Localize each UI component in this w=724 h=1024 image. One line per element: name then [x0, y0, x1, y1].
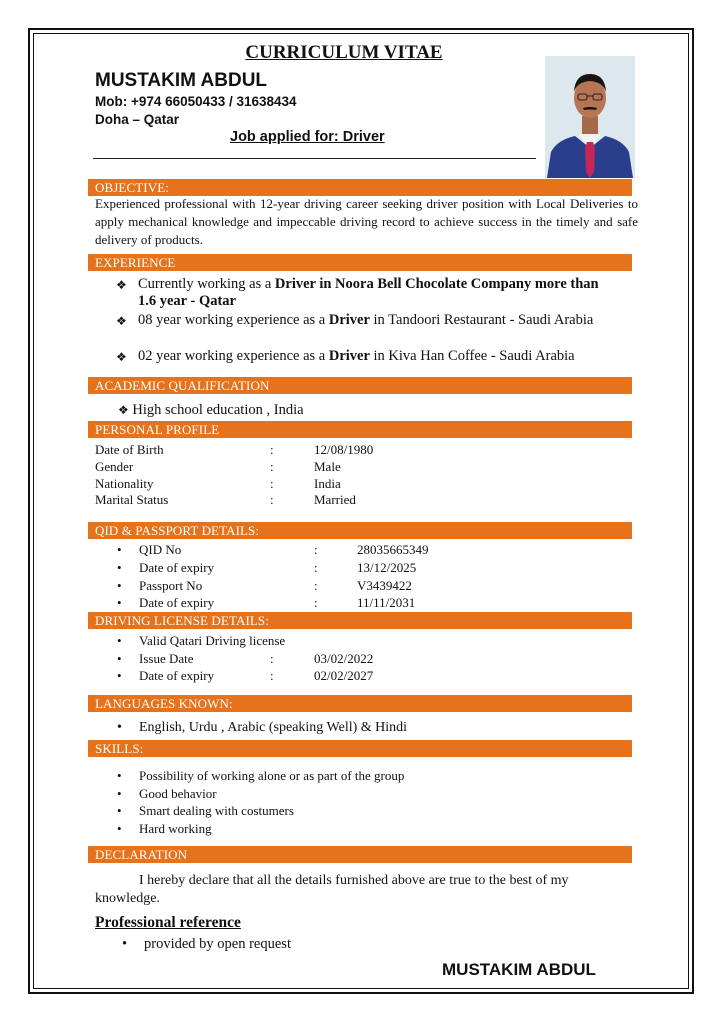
qid-sep: :: [314, 542, 318, 557]
qid-heading: QID & PASSPORT DETAILS:: [88, 522, 632, 539]
diamond-bullet-icon: ❖: [116, 350, 127, 364]
candidate-name: MUSTAKIM ABDUL: [95, 70, 268, 91]
header-divider: [93, 158, 536, 159]
personal-label: Gender: [95, 459, 134, 474]
experience-item: [116, 348, 636, 365]
academic-item: [118, 402, 304, 419]
license-line: • Valid Qatari Driving license: [139, 633, 285, 649]
skill-item: • Possibility of working alone or as part of the group: [139, 768, 404, 784]
declaration-text: I hereby declare that all the details furnished above are true to the best of my knowledge.: [95, 873, 569, 906]
experience-heading: EXPERIENCE: [88, 254, 632, 271]
personal-value: 12/08/1980: [314, 442, 374, 457]
personal-heading: PERSONAL PROFILE: [88, 421, 632, 438]
license-label: • Issue Date: [139, 651, 194, 667]
license-value: 03/02/2022: [314, 651, 374, 666]
license-value: 02/02/2027: [314, 668, 374, 683]
personal-label: Date of Birth: [95, 442, 164, 457]
cv-title: CURRICULUM VITAE: [245, 42, 443, 63]
experience-bold: Driver: [328, 312, 370, 328]
qid-label: • QID No: [139, 542, 181, 558]
declaration-heading: DECLARATION: [88, 846, 632, 863]
diamond-bullet-icon: ❖: [116, 278, 127, 292]
languages-text: • English, Urdu , Arabic (speaking Well) & Hindi: [139, 720, 407, 736]
qid-sep: :: [314, 595, 318, 610]
qid-label: • Passport No: [139, 578, 202, 594]
reference-heading: Professional reference: [95, 914, 241, 931]
qid-label: • Date of expiry: [139, 560, 214, 576]
experience-post: in Kiva Han Coffee - Saudi Arabia: [369, 348, 575, 364]
qid-label: • Date of expiry: [139, 595, 214, 611]
job-applied: Job applied for: Driver: [230, 129, 385, 145]
experience-pre: 02 year working experience as a: [138, 348, 329, 364]
qid-value: 13/12/2025: [357, 560, 417, 575]
personal-label: Marital Status: [95, 492, 169, 507]
experience-bold: Driver: [328, 348, 370, 364]
personal-sep: :: [270, 476, 274, 491]
skill-item: • Good behavior: [139, 786, 217, 802]
qid-sep: :: [314, 560, 318, 575]
academic-heading: ACADEMIC QUALIFICATION: [88, 377, 632, 394]
experience-item: [116, 276, 616, 310]
personal-label: Nationality: [95, 476, 154, 491]
license-sep: :: [270, 668, 274, 683]
academic-item-text: High school education , India: [132, 402, 304, 418]
qid-value: V3439422: [357, 578, 412, 593]
mobile-number: Mob: +974 66050433 / 31638434: [95, 94, 297, 109]
personal-sep: :: [270, 459, 274, 474]
license-heading: DRIVING LICENSE DETAILS:: [88, 612, 632, 629]
diamond-bullet-icon: ❖: [118, 403, 129, 417]
skill-item: • Smart dealing with costumers: [139, 803, 294, 819]
personal-value: Married: [314, 492, 356, 507]
license-sep: :: [270, 651, 274, 666]
experience-item: [116, 312, 616, 329]
qid-value: 11/11/2031: [357, 595, 416, 610]
experience-pre: 08 year working experience as a: [138, 312, 329, 328]
objective-heading: OBJECTIVE:: [88, 179, 632, 196]
personal-sep: :: [270, 492, 274, 507]
skill-item: • Hard working: [139, 821, 212, 837]
profile-photo: [545, 56, 635, 178]
personal-sep: :: [270, 442, 274, 457]
personal-value: India: [314, 476, 341, 491]
experience-bold: Driver in Noora Bell Chocolate Company more than 1.6 year - Qatar: [138, 276, 599, 309]
languages-heading: LANGUAGES KNOWN:: [88, 695, 632, 712]
skills-heading: SKILLS:: [88, 740, 632, 757]
experience-pre: Currently working as a: [138, 276, 275, 292]
location: Doha – Qatar: [95, 112, 180, 127]
experience-post: in Tandoori Restaurant - Saudi Arabia: [369, 312, 594, 328]
objective-text: Experienced professional with 12-year driving career seeking driver position with Local Deliveries to apply mechanical knowledge and impeccable driving record to achieve success in the timely and safe delivery of products.: [95, 196, 638, 248]
personal-value: Male: [314, 459, 341, 474]
diamond-bullet-icon: ❖: [116, 314, 127, 328]
qid-sep: :: [314, 578, 318, 593]
reference-item: • provided by open request: [144, 936, 291, 953]
signature-name: MUSTAKIM ABDUL: [442, 960, 596, 979]
qid-value: 28035665349: [357, 542, 429, 557]
license-label: • Date of expiry: [139, 668, 214, 684]
